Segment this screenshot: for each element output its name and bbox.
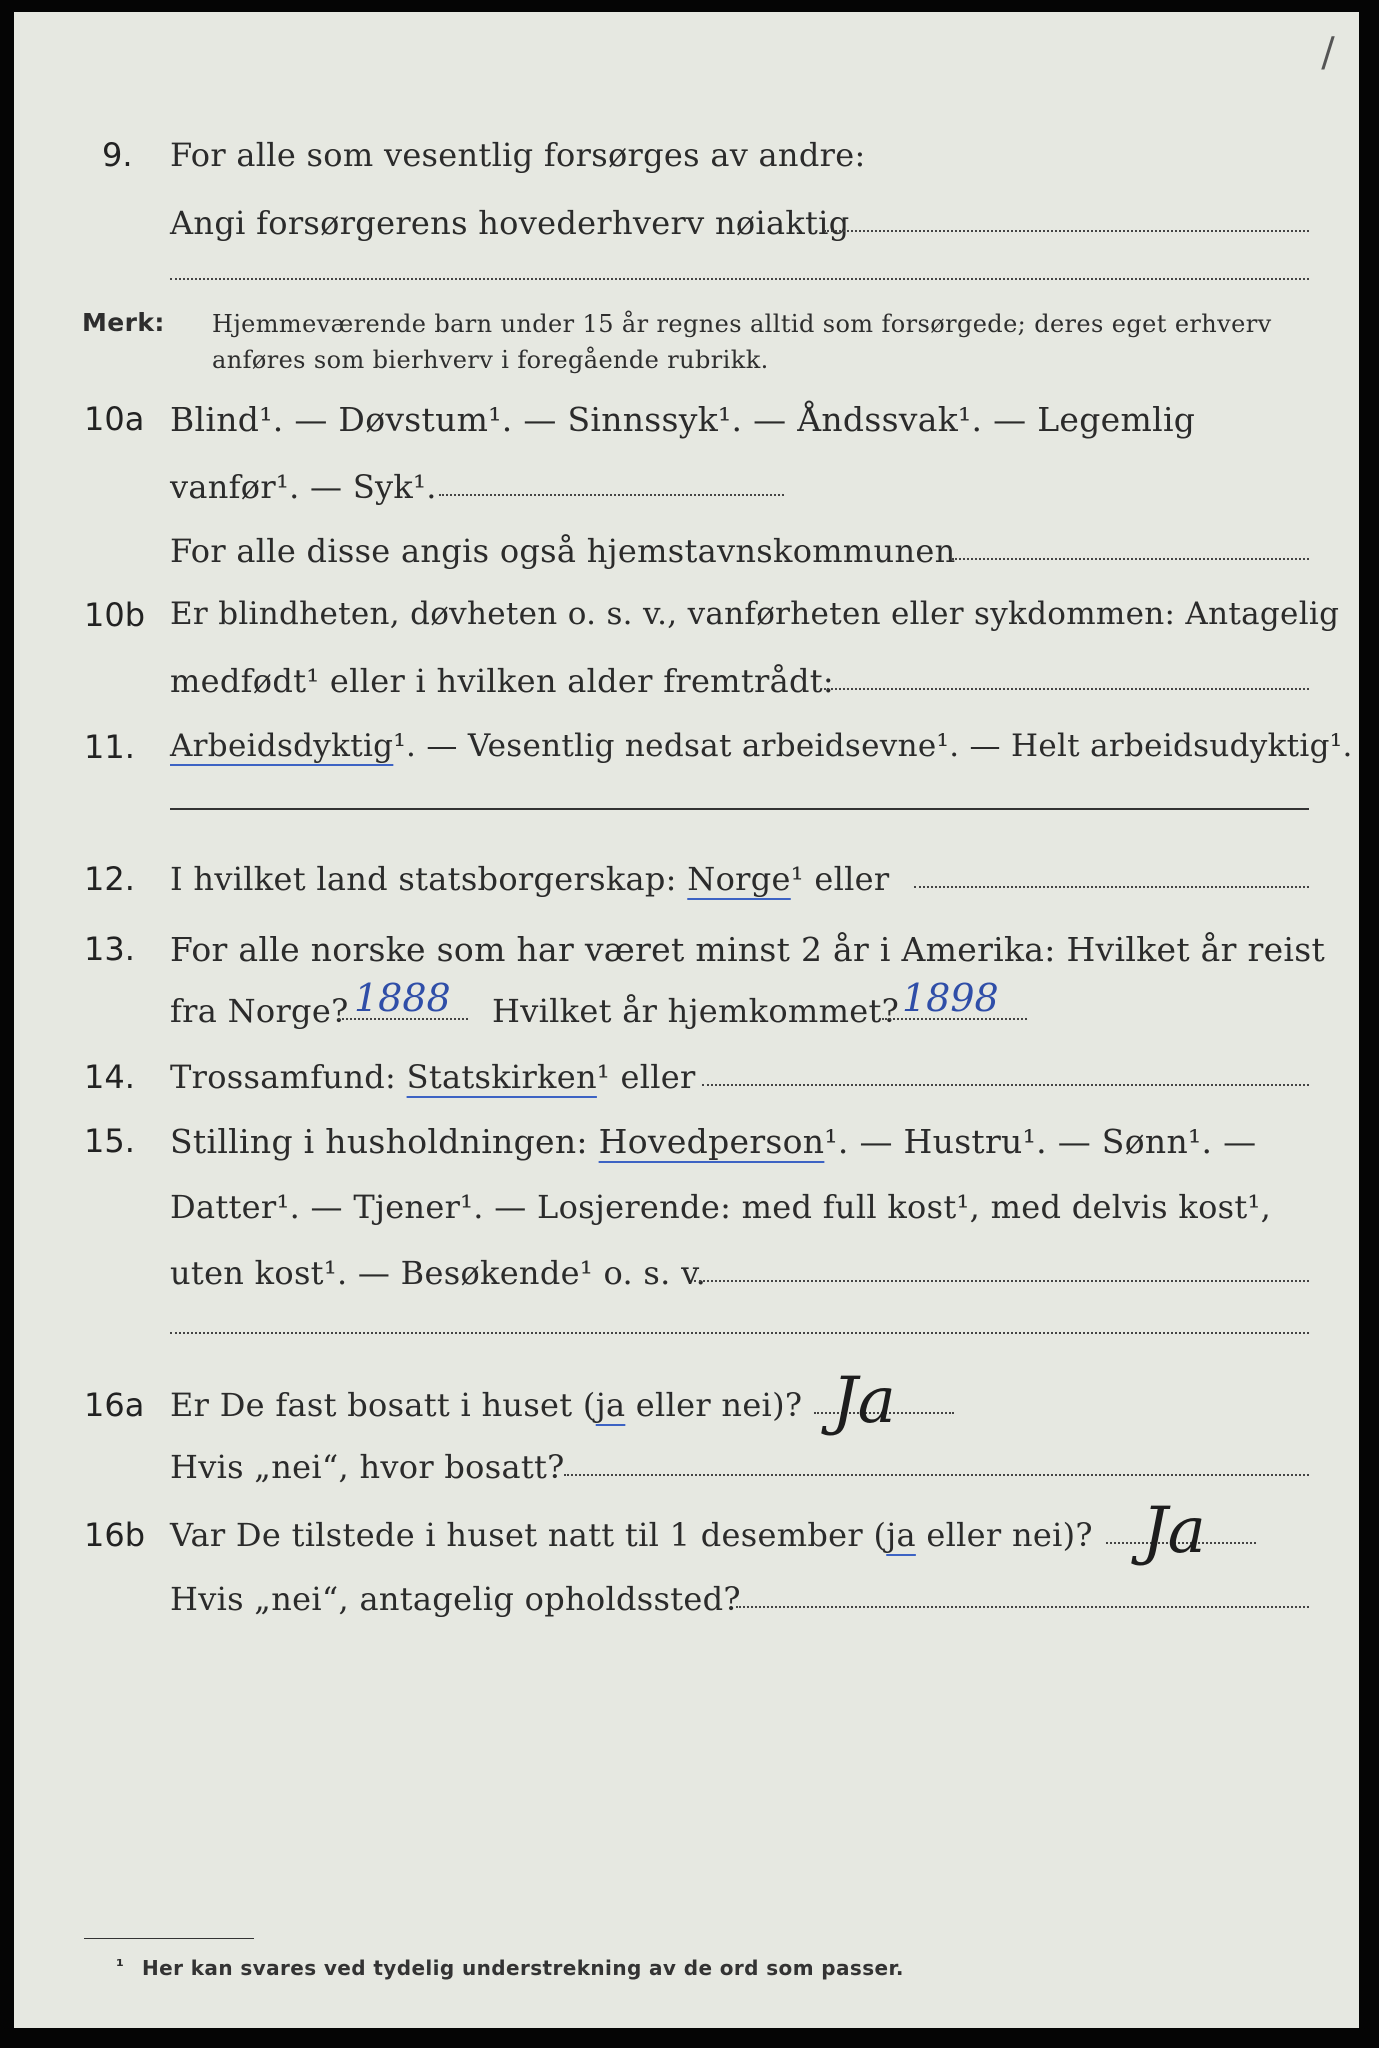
- q16b-line2: Hvis „nei“, antagelig opholdssted?: [170, 1580, 741, 1618]
- q14-option-statskirken[interactable]: Statskirken: [406, 1058, 597, 1096]
- q16b-line1: [170, 1516, 1093, 1554]
- footnote-text: Her kan svares ved tydelig understrekning av de ord som passer.: [142, 1956, 904, 1980]
- q15-answer-line[interactable]: [694, 1280, 1309, 1282]
- q15-line2: Datter¹. — Tjener¹. — Losjerende: med full kost¹, med delvis kost¹,: [170, 1188, 1272, 1226]
- footnote-divider: [84, 1938, 254, 1939]
- q12-option-norge[interactable]: Norge: [687, 860, 791, 898]
- q10b-line1: Er blindheten, døvheten o. s. v., vanførheten eller sykdommen: Antagelig: [170, 596, 1340, 632]
- q11-option-arbeidsdyktig[interactable]: Arbeidsdyktig: [170, 728, 394, 764]
- q15-answer-line-2[interactable]: [170, 1332, 1309, 1334]
- q14-after: ¹ eller: [596, 1058, 696, 1096]
- q15-option-hovedperson[interactable]: Hovedperson: [598, 1122, 825, 1161]
- merk-line1: Hjemmeværende barn under 15 år regnes alltid som forsørgede; deres eget erhverv: [212, 310, 1272, 338]
- q11-rest: ¹. — Vesentlig nedsat arbeidsevne¹. — Helt arbeidsudyktig¹.: [393, 728, 1353, 764]
- q12-after: ¹ eller: [790, 860, 890, 898]
- footnote-marker: ¹: [116, 1956, 125, 1977]
- q15-number: 15.: [84, 1122, 135, 1160]
- q16a-option-ja[interactable]: ja: [595, 1386, 626, 1424]
- q16a-answer: Ja: [832, 1364, 896, 1438]
- q13-answer-departure-year: 1888: [354, 976, 451, 1020]
- q9-number: 9.: [102, 136, 133, 174]
- q15-line1b: ¹. — Hustru¹. — Sønn¹. —: [824, 1122, 1257, 1161]
- q16b-line1a: Var De tilstede i huset natt til 1 desember (: [170, 1516, 887, 1554]
- q13-number: 13.: [84, 930, 135, 968]
- q16b-option-ja[interactable]: ja: [886, 1516, 916, 1554]
- q10a-hometown-answer-line[interactable]: [952, 558, 1309, 560]
- q13-line2a: fra Norge?: [170, 992, 349, 1030]
- q12-answer-line[interactable]: [914, 886, 1309, 888]
- q11-answer-line[interactable]: [170, 808, 1309, 810]
- q14-number: 14.: [84, 1058, 135, 1096]
- q11-number: 11.: [84, 728, 135, 766]
- q10a-line3: For alle disse angis også hjemstavnskommunen: [170, 532, 956, 570]
- q16b-answer: Ja: [1142, 1494, 1206, 1568]
- q10a-number: 10a: [84, 400, 145, 438]
- q14-answer-line[interactable]: [702, 1084, 1309, 1086]
- q13-answer-return-year: 1898: [902, 976, 999, 1020]
- corner-mark: /: [1321, 30, 1335, 76]
- q16a-line2: Hvis „nei“, hvor bosatt?: [170, 1448, 565, 1486]
- q16a-line1a: Er De fast bosatt i huset (: [170, 1386, 596, 1424]
- q16a-line1b: eller nei)?: [625, 1386, 803, 1424]
- merk-label: Merk:: [82, 308, 165, 337]
- q16b-number: 16b: [84, 1516, 146, 1554]
- q11-line: [170, 728, 1353, 764]
- q14-line: [170, 1058, 696, 1096]
- q9-answer-line-2[interactable]: [170, 278, 1309, 280]
- q9-answer-line[interactable]: [824, 230, 1309, 232]
- q13-line2b: Hvilket år hjemkommet?: [492, 992, 900, 1030]
- form-page: [14, 12, 1359, 2028]
- q16a-where-line[interactable]: [564, 1474, 1309, 1476]
- q13-line1: For alle norske som har været minst 2 år i Amerika: Hvilket år reist: [170, 930, 1326, 969]
- q10b-line2: medfødt¹ eller i hvilken alder fremtrådt:: [170, 662, 834, 700]
- q10a-sick-answer-line[interactable]: [439, 494, 784, 496]
- q16a-line1: [170, 1386, 802, 1424]
- q10a-line1: Blind¹. — Døvstum¹. — Sinnssyk¹. — Åndssvak¹. — Legemlig: [170, 400, 1196, 439]
- q16b-line1b: eller nei)?: [915, 1516, 1093, 1554]
- q15-line3: uten kost¹. — Besøkende¹ o. s. v.: [170, 1254, 707, 1292]
- q16a-number: 16a: [84, 1386, 145, 1424]
- q12-line: [170, 860, 890, 898]
- merk-line2: anføres som bierhverv i foregående rubrikk.: [212, 346, 769, 374]
- q10b-number: 10b: [84, 596, 146, 634]
- q15-line1a: Stilling i husholdningen:: [170, 1122, 588, 1161]
- q10b-answer-line[interactable]: [824, 688, 1309, 690]
- q9-line2: Angi forsørgerens hovederhverv nøiaktig: [170, 204, 850, 242]
- q14-before: Trossamfund:: [170, 1058, 397, 1096]
- q10a-line2: vanfør¹. — Syk¹.: [170, 468, 437, 506]
- q12-number: 12.: [84, 860, 135, 898]
- q16b-where-line[interactable]: [736, 1606, 1309, 1608]
- q9-line1: For alle som vesentlig forsørges av andre:: [170, 136, 866, 174]
- q15-line1: [170, 1122, 1256, 1161]
- q12-before: I hvilket land statsborgerskap:: [170, 860, 677, 898]
